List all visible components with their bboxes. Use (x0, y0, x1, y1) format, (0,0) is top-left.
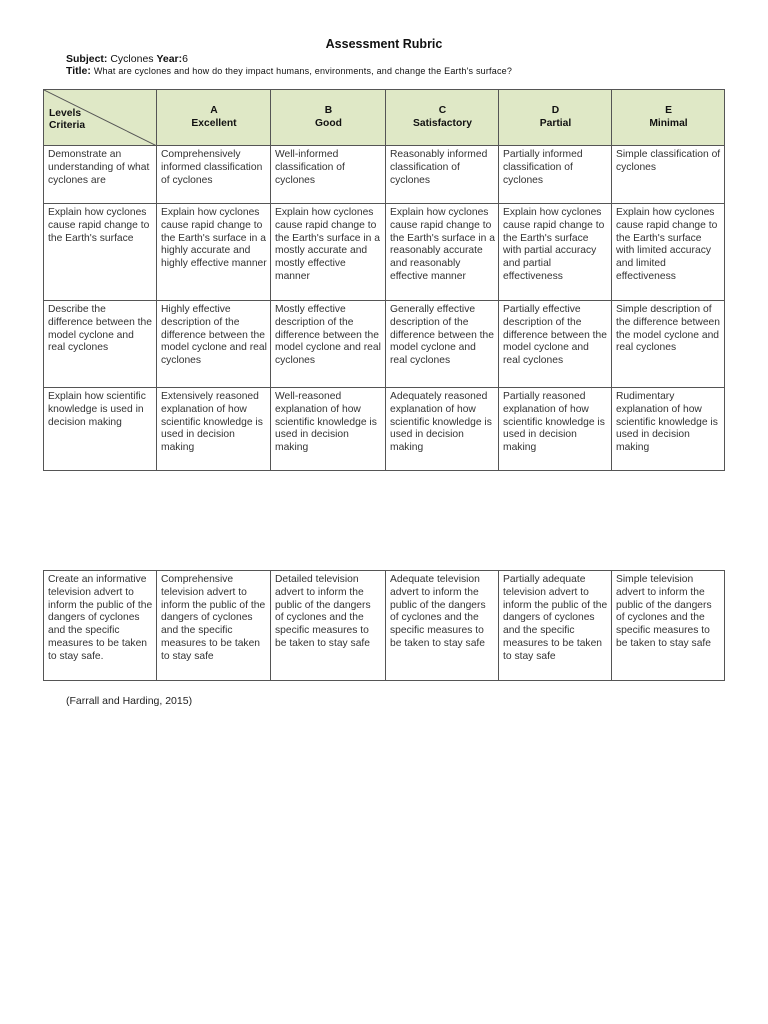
level-name: Partial (539, 117, 572, 129)
level-header-c (386, 90, 499, 146)
level-letter: A (210, 104, 218, 116)
subject-line (66, 53, 188, 65)
level-name: Good (315, 117, 342, 129)
descriptor-cell: Explain how cyclones cause rapid change to the Earth's surface with partial accuracy and partial effectiveness (499, 204, 612, 301)
criterion-cell: Describe the difference between the model cyclone and real cyclones (44, 301, 157, 388)
level-letter: B (324, 104, 333, 116)
descriptor-cell: Explain how cyclones cause rapid change to the Earth's surface with limited accuracy and limited effectiveness (612, 204, 725, 301)
descriptor-cell: Simple classification of cyclones (612, 146, 725, 204)
document-title: Assessment Rubric (325, 37, 443, 51)
level-header-a (157, 90, 271, 146)
descriptor-cell: Partially effective description of the difference between the model cyclone and real cyclones (499, 301, 612, 388)
level-letter: C (438, 104, 447, 116)
corner-levels-label: Levels (49, 108, 82, 119)
descriptor-cell: Explain how cyclones cause rapid change to the Earth's surface in a reasonably accurate and reasonably effective manner (386, 204, 499, 301)
year-value: 6 (182, 53, 188, 65)
rubric-header-row (44, 90, 725, 146)
descriptor-cell: Reasonably informed classification of cyclones (386, 146, 499, 204)
descriptor-cell: Explain how cyclones cause rapid change to the Earth's surface in a highly accurate and highly effective manner (157, 204, 271, 301)
table-row (44, 571, 725, 681)
descriptor-cell: Comprehensive television advert to inform the public of the dangers of cyclones and the specific measures to be taken to stay safe (157, 571, 271, 681)
descriptor-cell: Adequate television advert to inform the public of the dangers of cyclones and the specific measures to be taken to stay safe (386, 571, 499, 681)
descriptor-cell: Detailed television advert to inform the public of the dangers of cyclones and the specific measures to be taken to stay safe (271, 571, 386, 681)
descriptor-cell: Adequately reasoned explanation of how scientific knowledge is used in decision making (386, 388, 499, 471)
descriptor-cell: Generally effective description of the difference between the model cyclone and real cyclones (386, 301, 499, 388)
descriptor-cell: Simple description of the difference between the model cyclone and real cyclones (612, 301, 725, 388)
table-row (44, 146, 725, 204)
descriptor-cell: Extensively reasoned explanation of how scientific knowledge is used in decision making (157, 388, 271, 471)
descriptor-cell: Partially reasoned explanation of how scientific knowledge is used in decision making (499, 388, 612, 471)
descriptor-cell: Highly effective description of the difference between the model cyclone and real cyclones (157, 301, 271, 388)
criterion-cell: Explain how cyclones cause rapid change to the Earth's surface (44, 204, 157, 301)
descriptor-cell: Mostly effective description of the difference between the model cyclone and real cyclones (271, 301, 386, 388)
level-name: Excellent (191, 117, 237, 129)
year-label: Year: (156, 53, 183, 65)
criterion-cell: Explain how scientific knowledge is used in decision making (44, 388, 157, 471)
level-letter: E (665, 104, 672, 116)
descriptor-cell: Explain how cyclones cause rapid change to the Earth's surface in a mostly accurate and mostly effective manner (271, 204, 386, 301)
corner-criteria-label: Criteria (49, 120, 86, 131)
descriptor-cell: Comprehensively informed classification of cyclones (157, 146, 271, 204)
title-line (66, 65, 512, 77)
level-letter: D (551, 104, 560, 116)
table-row (44, 204, 725, 301)
descriptor-cell: Well-informed classification of cyclones (271, 146, 386, 204)
descriptor-cell: Partially adequate television advert to inform the public of the dangers of cyclones and the specific measures to be taken to stay safe (499, 571, 612, 681)
levels-criteria-corner (44, 90, 157, 146)
level-name: Satisfactory (413, 117, 472, 129)
descriptor-cell: Simple television advert to inform the public of the dangers of cyclones and the specific measures to be taken to stay safe (612, 571, 725, 681)
level-header-e (612, 90, 725, 146)
descriptor-cell: Partially informed classification of cyclones (499, 146, 612, 204)
level-header-d (499, 90, 612, 146)
descriptor-cell: Rudimentary explanation of how scientific knowledge is used in decision making (612, 388, 725, 471)
level-name: Minimal (649, 117, 688, 129)
table-row (44, 301, 725, 388)
criterion-cell: Demonstrate an understanding of what cyclones are (44, 146, 157, 204)
descriptor-cell: Well-reasoned explanation of how scientific knowledge is used in decision making (271, 388, 386, 471)
title-label: Title: (66, 65, 91, 77)
title-value: What are cyclones and how do they impact humans, environments, and change the Earth's surface? (93, 66, 513, 76)
subject-label: Subject: (66, 53, 108, 65)
rubric-extra-table (43, 570, 725, 681)
citation: (Farrall and Harding, 2015) (66, 695, 193, 707)
level-header-b (271, 90, 386, 146)
rubric-table (43, 89, 725, 471)
criterion-cell: Create an informative television advert to inform the public of the dangers of cyclones and the specific measures to be taken to stay safe. (44, 571, 157, 681)
table-row (44, 388, 725, 471)
subject-value: Cyclones (110, 53, 154, 65)
